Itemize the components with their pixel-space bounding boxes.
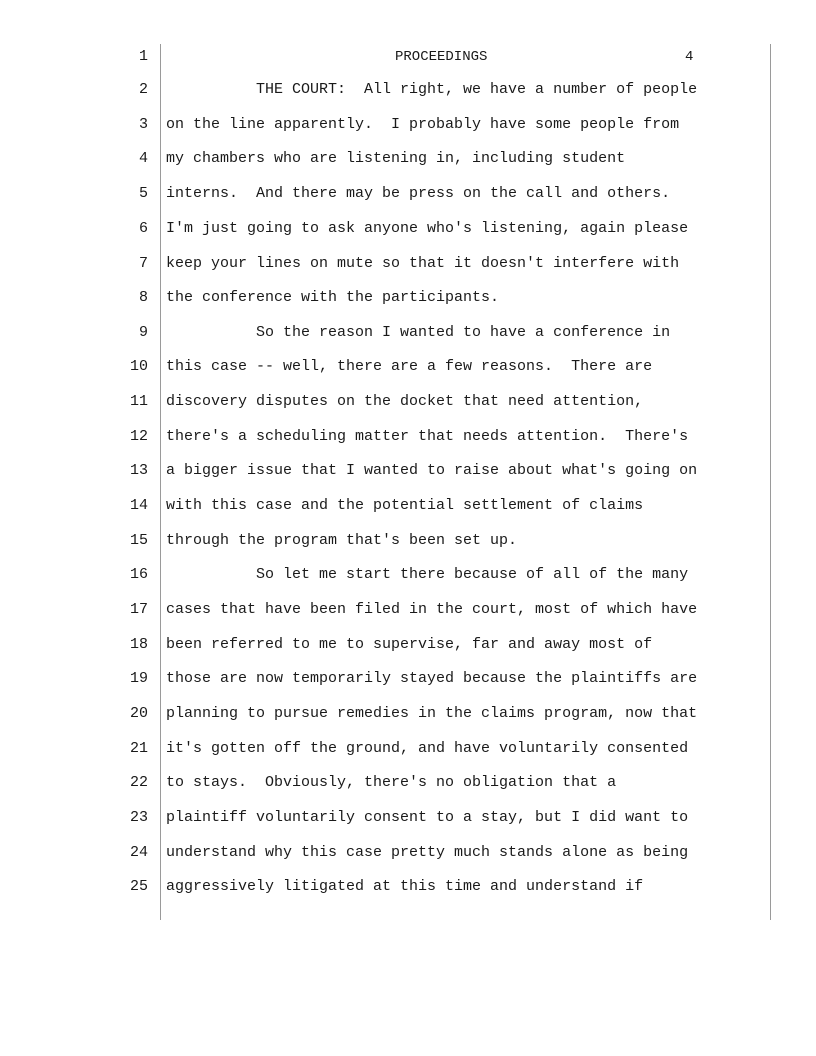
- line-text: my chambers who are listening in, including student: [166, 150, 626, 167]
- transcript-line: [0, 220, 816, 255]
- transcript-line: [0, 809, 816, 844]
- page-header-title: PROCEEDINGS: [395, 49, 488, 65]
- line-text: a bigger issue that I wanted to raise about what's going on: [166, 462, 698, 479]
- line-number: 14: [129, 497, 148, 514]
- transcript-line: [0, 601, 816, 636]
- transcript-line: [0, 324, 816, 359]
- transcript-line: [0, 878, 816, 913]
- line-text: interns. And there may be press on the call and others.: [166, 185, 671, 202]
- transcript-line: [0, 774, 816, 809]
- line-text: to stays. Obviously, there's no obligation that a: [166, 774, 617, 791]
- line-text: plaintiff voluntarily consent to a stay, but I did want to: [166, 809, 689, 826]
- line-text: So let me start there because of all of the many: [166, 566, 689, 583]
- line-number: 22: [129, 774, 148, 791]
- line-text: it's gotten off the ground, and have voluntarily consented: [166, 740, 689, 757]
- line-number: 1: [138, 48, 148, 65]
- line-number: 19: [129, 670, 148, 687]
- transcript-line: [0, 705, 816, 740]
- line-number: 5: [138, 185, 148, 202]
- transcript-line: [0, 358, 816, 393]
- line-number: 23: [129, 809, 148, 826]
- line-text: cases that have been filed in the court, most of which have: [166, 601, 698, 618]
- transcript-line: [0, 255, 816, 290]
- transcript-line: [0, 532, 816, 567]
- transcript-line: [0, 185, 816, 220]
- line-text: those are now temporarily stayed because the plaintiffs are: [166, 670, 698, 687]
- line-text: with this case and the potential settlement of claims: [166, 497, 644, 514]
- line-number: 7: [138, 255, 148, 272]
- line-text: on the line apparently. I probably have some people from: [166, 116, 680, 133]
- line-number: 4: [138, 150, 148, 167]
- line-text: discovery disputes on the docket that need attention,: [166, 393, 644, 410]
- transcript-line: [0, 48, 816, 83]
- transcript-line: [0, 636, 816, 671]
- line-text: planning to pursue remedies in the claims program, now that: [166, 705, 698, 722]
- line-number: 12: [129, 428, 148, 445]
- line-number: 21: [129, 740, 148, 757]
- line-number: 8: [138, 289, 148, 306]
- transcript-line: [0, 844, 816, 879]
- page-number: 4: [685, 49, 694, 65]
- line-number: 17: [129, 601, 148, 618]
- transcript-line: [0, 289, 816, 324]
- line-text: THE COURT: All right, we have a number of people: [166, 81, 698, 98]
- line-text: through the program that's been set up.: [166, 532, 518, 549]
- transcript-line: [0, 116, 816, 151]
- line-text: the conference with the participants.: [166, 289, 500, 306]
- line-number: 2: [138, 81, 148, 98]
- transcript-line: [0, 740, 816, 775]
- line-number: 25: [129, 878, 148, 895]
- line-number: 9: [138, 324, 148, 341]
- line-number: 10: [129, 358, 148, 375]
- line-text: been referred to me to supervise, far and away most of: [166, 636, 653, 653]
- transcript-line: [0, 81, 816, 116]
- line-number: 13: [129, 462, 148, 479]
- line-number: 16: [129, 566, 148, 583]
- transcript-line: [0, 393, 816, 428]
- transcript-line: [0, 566, 816, 601]
- line-number: 6: [138, 220, 148, 237]
- transcript-line: [0, 670, 816, 705]
- line-text: keep your lines on mute so that it doesn't interfere with: [166, 255, 680, 272]
- transcript-line: [0, 462, 816, 497]
- line-number: 18: [129, 636, 148, 653]
- line-text: this case -- well, there are a few reasons. There are: [166, 358, 653, 375]
- transcript-line: [0, 150, 816, 185]
- line-number: 15: [129, 532, 148, 549]
- line-text: I'm just going to ask anyone who's listening, again please: [166, 220, 689, 237]
- line-number: 3: [138, 116, 148, 133]
- line-number: 24: [129, 844, 148, 861]
- transcript-line: [0, 428, 816, 463]
- line-text: understand why this case pretty much stands alone as being: [166, 844, 689, 861]
- transcript-line: [0, 497, 816, 532]
- line-text: aggressively litigated at this time and understand if: [166, 878, 644, 895]
- line-text: there's a scheduling matter that needs attention. There's: [166, 428, 689, 445]
- line-text: So the reason I wanted to have a conference in: [166, 324, 671, 341]
- line-number: 20: [129, 705, 148, 722]
- line-number: 11: [129, 393, 148, 410]
